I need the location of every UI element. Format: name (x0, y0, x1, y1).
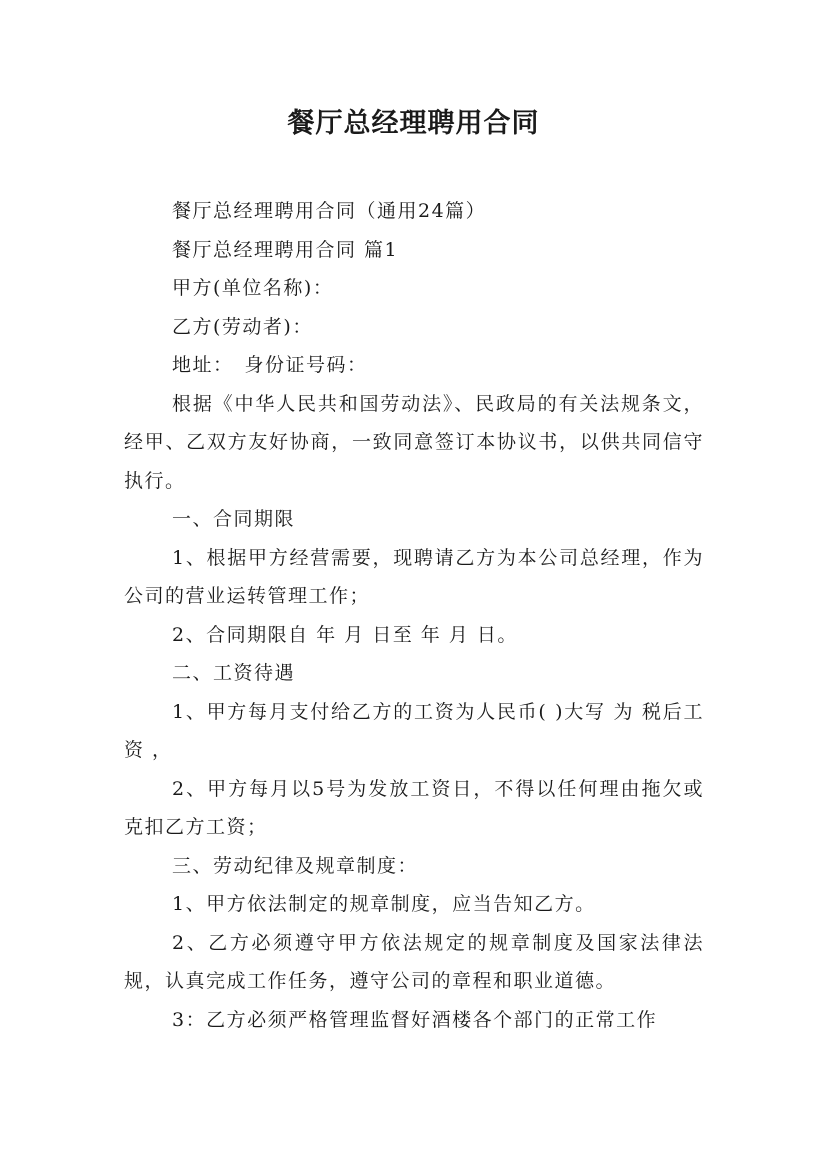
paragraph-discipline-heading: 三、劳动纪律及规章制度： (172, 854, 419, 877)
paragraph-discipline-3: 3：乙方必须严格管理监督好酒楼各个部门的正常工作 (172, 1008, 658, 1031)
paragraph-term-1: 1、根据甲方经营需要，现聘请乙方为本公司总经理，作为公司的营业运转管理工作； (124, 546, 704, 607)
paragraph-salary-heading: 二、工资待遇 (172, 662, 296, 684)
document-body (124, 192, 704, 1039)
paragraph-party-a: 甲方(单位名称)： (172, 277, 334, 299)
paragraph-term-2: 2、合同期限自 年 月 日至 年 月 日。 (172, 623, 518, 646)
paragraph-preamble: 根据《中华人民共和国劳动法》、民政局的有关法规条文，经甲、乙双方友好协商，一致同意签订本协议书，以供共同信守执行。 (124, 392, 704, 492)
paragraph-section-heading: 餐厅总经理聘用合同 篇1 (172, 238, 399, 261)
paragraph-salary-1: 1、甲方每月支付给乙方的工资为人民币( )大写 为 税后工资 ， (124, 700, 704, 761)
paragraph-subtitle: 餐厅总经理聘用合同（通用24篇） (172, 200, 487, 222)
paragraph-discipline-1: 1、甲方依法制定的规章制度，应当告知乙方。 (172, 893, 596, 915)
paragraph-salary-2: 2、甲方每月以5号为发放工资日，不得以任何理由拖欠或克扣乙方工资； (124, 777, 704, 838)
paragraph-term-heading: 一、合同期限 (172, 508, 296, 530)
document-title: 餐厅总经理聘用合同 (287, 108, 540, 139)
paragraph-party-b: 乙方(劳动者)： (172, 315, 313, 338)
paragraph-address-id: 地址： 身份证号码： (172, 354, 368, 376)
paragraph-discipline-2: 2、乙方必须遵守甲方依法规定的规章制度及国家法律法规，认真完成工作任务，遵守公司的章程和职业道德。 (124, 931, 704, 992)
